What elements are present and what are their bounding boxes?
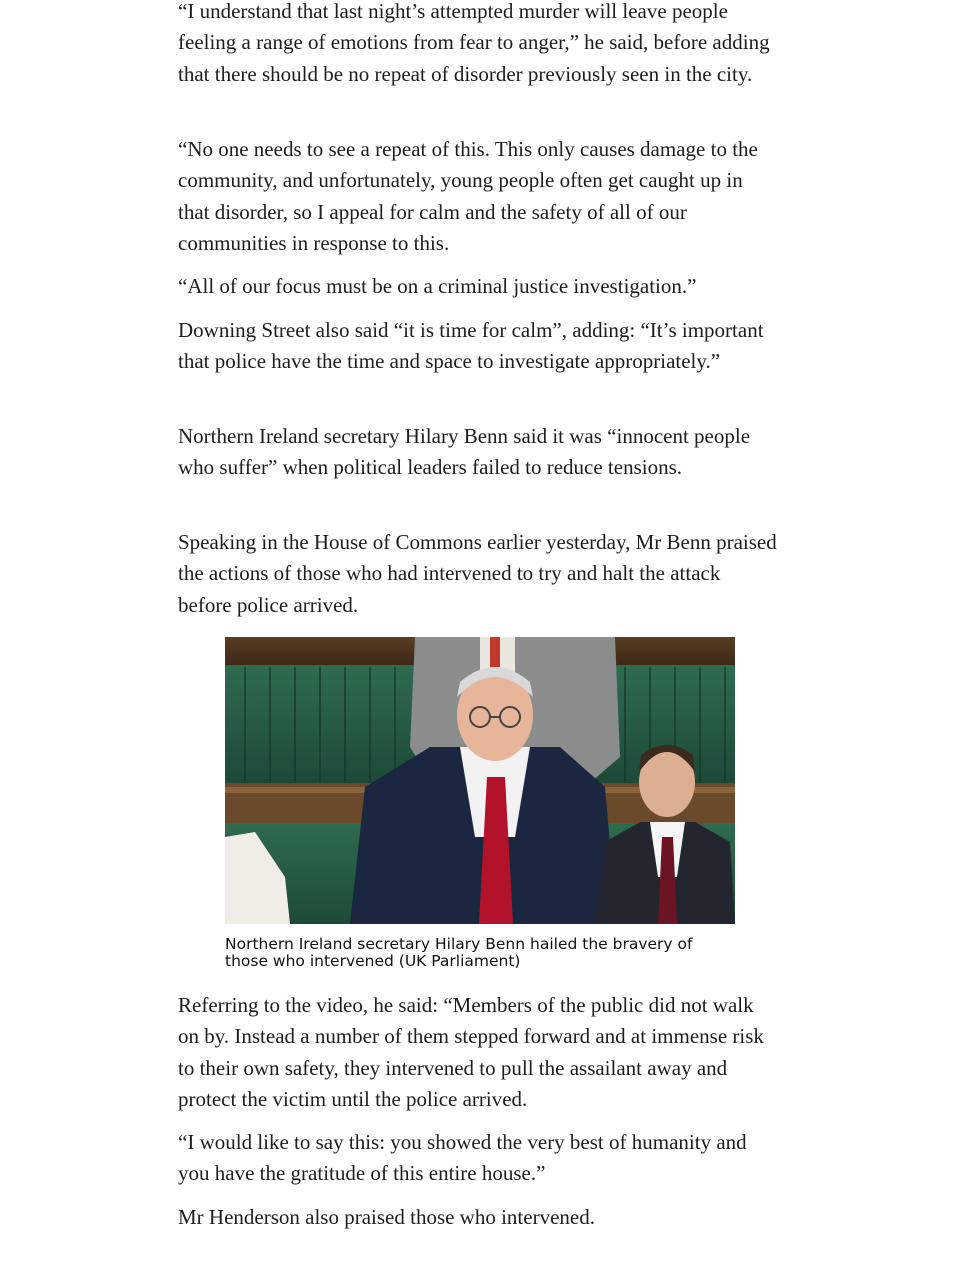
- article-paragraph: “All of our focus must be on a criminal justice investigation.”: [178, 274, 697, 298]
- article-paragraph: Referring to the video, he said: “Members of the public did not walk on by. Instead a number of them stepped forward and at immense risk to their own safety, they intervened to pull the assailant away and protect the victim until the police arrived.: [178, 993, 764, 1111]
- article-paragraph: “I would like to say this: you showed the very best of humanity and you have the gratitude of this entire house.”: [178, 1130, 747, 1186]
- article-paragraph: Downing Street also said “it is time for calm”, adding: “It’s important that police have the time and space to investigate appropriately.”: [178, 318, 764, 374]
- article-photo: [225, 637, 735, 924]
- article-paragraph: “No one needs to see a repeat of this. This only causes damage to the community, and unfortunately, young people often get caught up in that disorder, so I appeal for calm and the safety of all of our communities in response to this.: [178, 137, 758, 255]
- article-paragraph: “I understand that last night’s attempted murder will leave people feeling a range of emotions from fear to anger,” he said, before adding that there should be no repeat of disorder previously seen in the city.: [178, 0, 770, 86]
- article-paragraph: Northern Ireland secretary Hilary Benn said it was “innocent people who suffer” when political leaders failed to reduce tensions.: [178, 424, 751, 480]
- figure-caption: Northern Ireland secretary Hilary Benn hailed the bravery of those who intervened (UK Parliament): [225, 935, 693, 970]
- article-paragraph: Speaking in the House of Commons earlier yesterday, Mr Benn praised the actions of those who had intervened to try and halt the attack before police arrived.: [178, 530, 777, 617]
- article-figure: [225, 637, 735, 970]
- article-paragraph: Mr Henderson also praised those who intervened.: [178, 1205, 595, 1229]
